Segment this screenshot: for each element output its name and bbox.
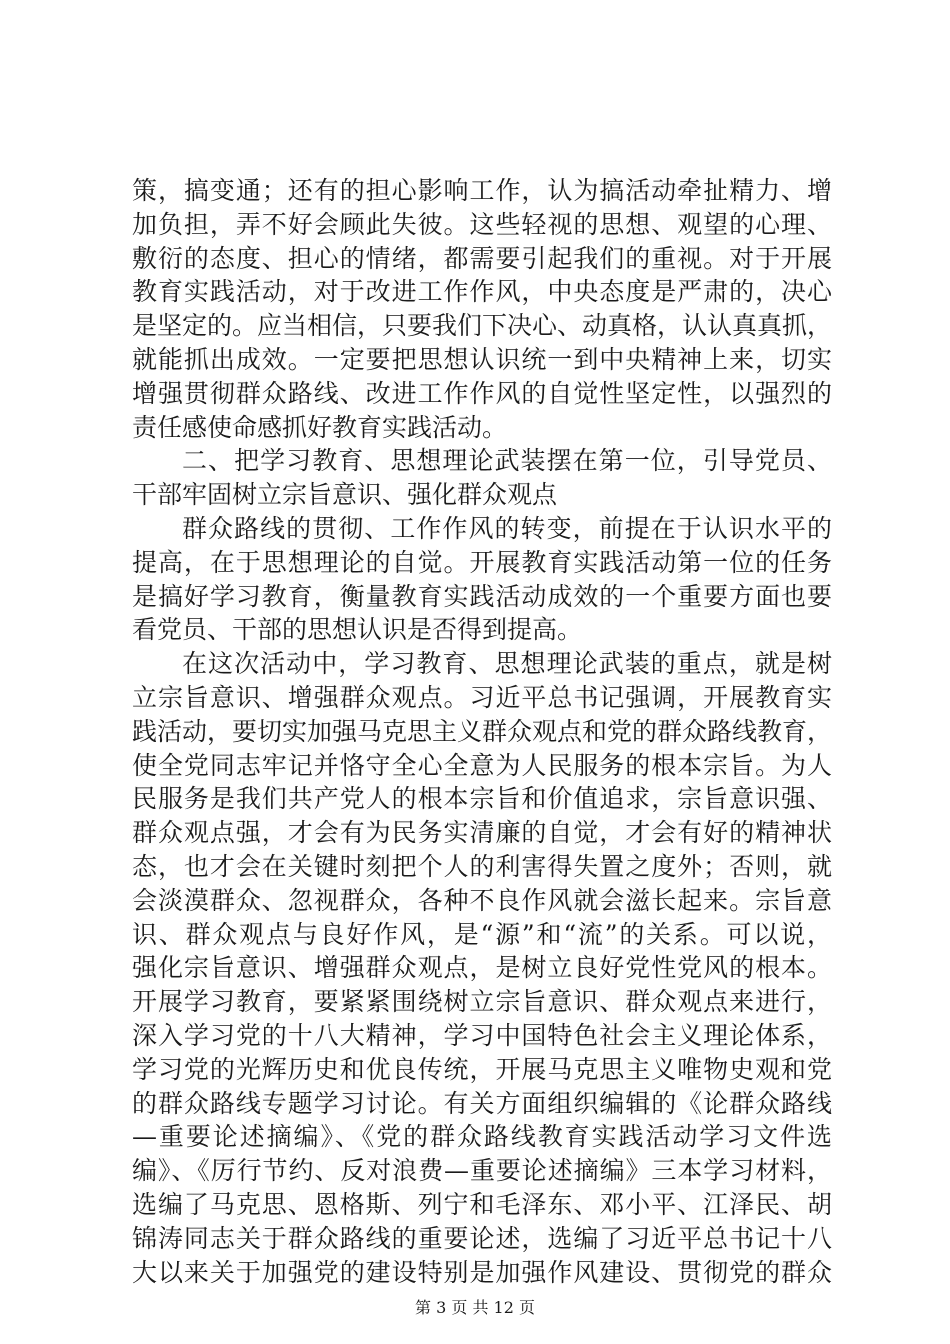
- text-line: 锦涛同志关于群众路线的重要论述，选编了习近平总书记十八: [132, 1223, 832, 1253]
- text-line: 学习党的光辉历史和优良传统，开展马克思主义唯物史观和党: [132, 1054, 832, 1084]
- text-line: 态，也才会在关键时刻把个人的利害得失置之度外；否则，就: [132, 851, 832, 881]
- text-line: 编》、《厉行节约、反对浪费—重要论述摘编》三本学习材料，: [132, 1156, 832, 1186]
- text-line: 责任感使命感抓好教育实践活动。: [132, 412, 508, 442]
- text-line: 看党员、干部的思想认识是否得到提高。: [132, 615, 583, 645]
- text-line: 教育实践活动，对于改进工作作风，中央态度是严肃的，决心: [132, 277, 832, 307]
- text-line: 加负担，弄不好会顾此失彼。这些轻视的思想、观望的心理、: [132, 209, 832, 239]
- text-line: 强化宗旨意识、增强群众观点，是树立良好党性党风的根本。: [132, 953, 832, 983]
- text-line: 提高，在于思想理论的自觉。开展教育实践活动第一位的任务: [132, 547, 832, 577]
- text-line: 使全党同志牢记并恪守全心全意为人民服务的根本宗旨。为人: [132, 750, 832, 780]
- text-line: 敷衍的态度、担心的情绪，都需要引起我们的重视。对于开展: [132, 243, 832, 273]
- text-line: 立宗旨意识、增强群众观点。习近平总书记强调，开展教育实: [132, 682, 832, 712]
- text-line: 群众路线的贯彻、工作作风的转变，前提在于认识水平的: [182, 513, 832, 543]
- text-line: 策，搞变通；还有的担心影响工作，认为搞活动牵扯精力、增: [132, 176, 832, 205]
- text-line: 深入学习党的十八大精神，学习中国特色社会主义理论体系，: [132, 1020, 832, 1050]
- text-line: 在这次活动中，学习教育、思想理论武装的重点，就是树: [182, 649, 832, 679]
- text-line: 识、群众观点与良好作风，是“源”和“流”的关系。可以说，: [132, 919, 832, 949]
- body-text: [132, 174, 832, 1289]
- text-line: 是坚定的。应当相信，只要我们下决心、动真格，认认真真抓，: [132, 311, 833, 341]
- text-line: 就能抓出成效。一定要把思想认识统一到中央精神上来，切实: [132, 344, 832, 374]
- text-line: 是搞好学习教育，衡量教育实践活动成效的一个重要方面也要: [132, 581, 832, 611]
- text-line: 民服务是我们共产党人的根本宗旨和价值追求，宗旨意识强、: [132, 784, 832, 814]
- text-line: 选编了马克思、恩格斯、列宁和毛泽东、邓小平、江泽民、胡: [132, 1189, 832, 1219]
- text-line: 会淡漠群众、忽视群众，各种不良作风就会滋长起来。宗旨意: [132, 885, 832, 915]
- text-line: 干部牢固树立宗旨意识、强化群众观点: [132, 480, 558, 510]
- text-line: 的群众路线专题学习讨论。有关方面组织编辑的《论群众路线: [132, 1088, 832, 1118]
- text-line: 群众观点强，才会有为民务实清廉的自觉，才会有好的精神状: [132, 818, 832, 848]
- text-line: 增强贯彻群众路线、改进工作作风的自觉性坚定性，以强烈的: [132, 378, 832, 408]
- text-line: —重要论述摘编》、《党的群众路线教育实践活动学习文件选: [132, 1122, 832, 1152]
- text-line: 大以来关于加强党的建设特别是加强作风建设、贯彻党的群众: [132, 1257, 832, 1287]
- page-footer: 第 3 页 共 12 页: [415, 1298, 535, 1317]
- text-line: 开展学习教育，要紧紧围绕树立宗旨意识、群众观点来进行，: [132, 987, 832, 1017]
- text-line: 二、把学习教育、思想理论武装摆在第一位，引导党员、: [182, 446, 832, 476]
- text-line: 践活动，要切实加强马克思主义群众观点和党的群众路线教育，: [132, 716, 833, 746]
